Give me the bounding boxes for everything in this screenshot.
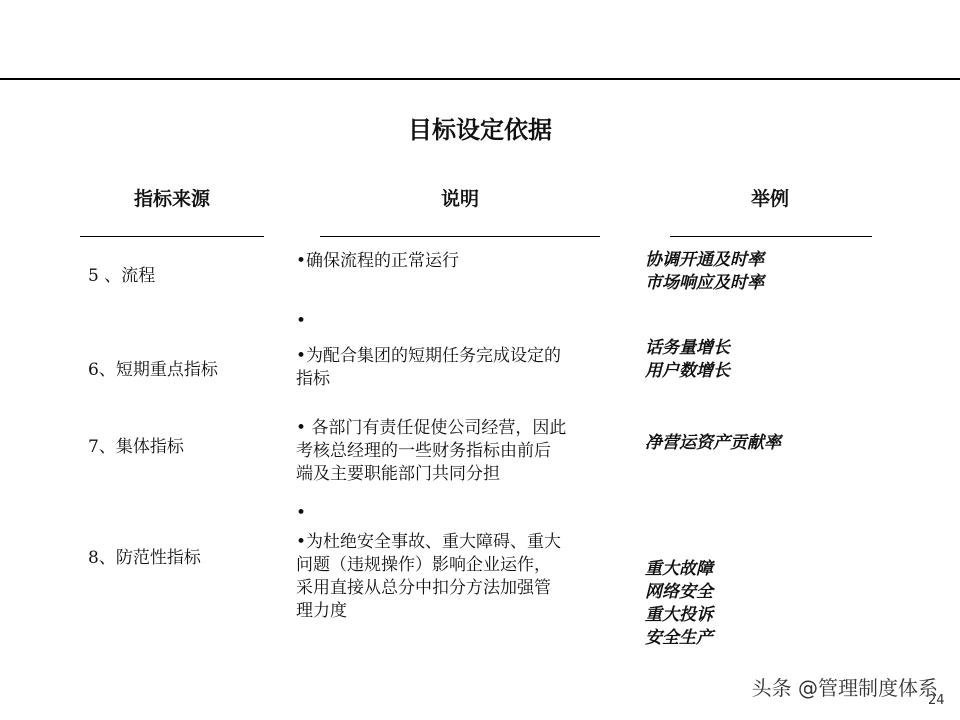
row-description-4	[296, 502, 596, 623]
description-line: •为配合集团的短期任务完成设定的	[296, 346, 562, 366]
header-rule-source	[80, 236, 264, 237]
example-item: 重大故障	[645, 559, 713, 579]
description-line: • 各部门有责任促使公司经营，因此	[296, 418, 567, 438]
description-line: •	[296, 503, 307, 523]
description-line: 问题（违规操作）影响企业运作，	[296, 555, 551, 575]
description-line: •	[296, 311, 307, 331]
row-description-3	[296, 417, 596, 486]
example-item: 净营运资产贡献率	[645, 433, 781, 453]
description-line: 理力度	[296, 601, 347, 621]
example-item: 用户数增长	[645, 361, 730, 381]
row-examples-3	[645, 432, 781, 455]
top-rule	[0, 78, 960, 80]
header-example: 举例	[750, 188, 789, 210]
example-item: 市场响应及时率	[645, 273, 764, 293]
watermark: 头条 @管理制度体系	[751, 676, 938, 700]
row-examples-4	[645, 558, 713, 650]
example-item: 重大投诉	[645, 605, 713, 625]
row-examples-1	[645, 249, 764, 295]
example-item: 协调开通及时率	[645, 250, 764, 270]
description-line: 指标	[296, 369, 330, 389]
description-line: •确保流程的正常运行	[296, 251, 460, 271]
header-rule-description	[320, 236, 600, 237]
row-examples-2	[645, 337, 730, 383]
row-description-1	[296, 250, 596, 273]
header-description: 说明	[440, 188, 479, 210]
example-item: 话务量增长	[645, 338, 730, 358]
row-source-4: 8、防范性指标	[88, 548, 201, 568]
example-item: 网络安全	[645, 582, 713, 602]
row-source-2: 6、短期重点指标	[88, 360, 218, 380]
example-item: 安全生产	[645, 628, 713, 648]
page-title: 目标设定依据	[408, 115, 552, 144]
page-number: 24	[928, 693, 945, 708]
description-line: 考核总经理的一些财务指标由前后	[296, 441, 551, 461]
row-source-3: 7、集体指标	[88, 437, 184, 457]
row-source-1: 5 、流程	[88, 266, 156, 286]
header-rule-example	[670, 236, 872, 237]
description-line: 端及主要职能部门共同分担	[296, 464, 500, 484]
description-line: •为杜绝安全事故、重大障碍、重大	[296, 532, 562, 552]
row-description-2	[296, 310, 596, 391]
header-source: 指标来源	[133, 188, 210, 210]
description-line: 采用直接从总分中扣分方法加强管	[296, 578, 551, 598]
